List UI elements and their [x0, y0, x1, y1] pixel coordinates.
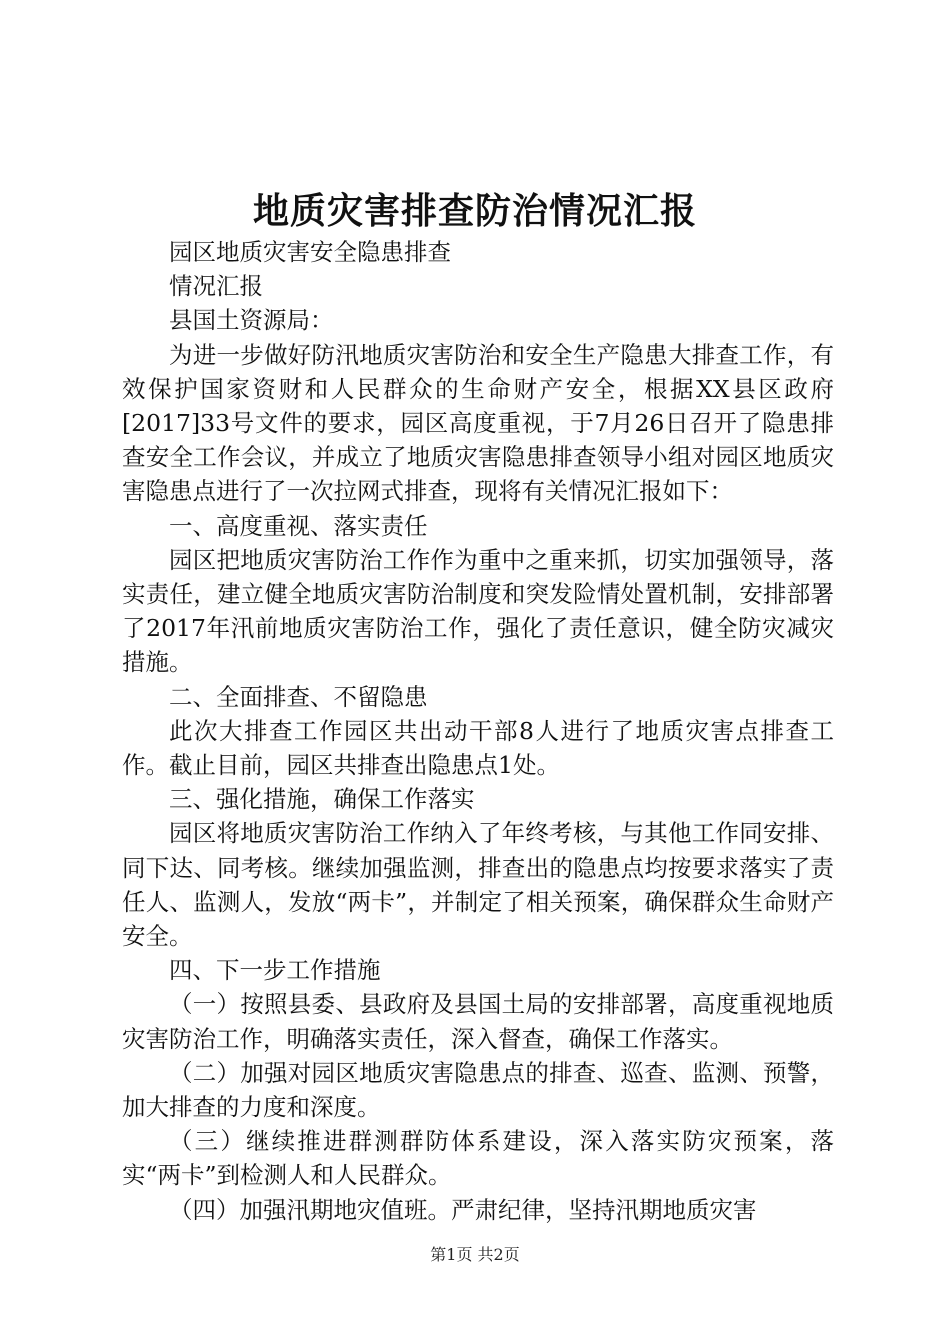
page-footer: 第1页 共2页	[430, 1245, 520, 1264]
section-heading-1: 一、高度重视、落实责任	[169, 511, 428, 540]
document-body	[122, 235, 834, 1227]
paragraph-addressee: 县国土资源局：	[169, 306, 334, 335]
paragraph-section-1: 园区把地质灾害防治工作作为重中之重来抓，切实加强领导，落实责任，建立健全地质灾害防治制度和突发险情处置机制，安排部署了2017年汛前地质灾害防治工作，强化了责任意识，健全防灾减灾措施。	[122, 545, 834, 677]
paragraph-section-3: 园区将地质灾害防治工作纳入了年终考核，与其他工作同安排、同下达、同考核。继续加强监测，排查出的隐患点均按要求落实了责任人、监测人，发放“两卡”，并制定了相关预案，确保群众生命财产安全。	[122, 819, 834, 951]
section-heading-2: 二、全面排查、不留隐患	[169, 682, 428, 711]
section-heading-3: 三、强化措施，确保工作落实	[169, 785, 475, 814]
paragraph-subtitle-2: 情况汇报	[169, 272, 263, 301]
paragraph-section-2: 此次大排查工作园区共出动干部8人进行了地质灾害点排查工作。截止目前，园区共排查出隐患点1处。	[122, 716, 834, 780]
paragraph-intro: 为进一步做好防汛地质灾害防治和安全生产隐患大排查工作，有效保护国家资财和人民群众的生命财产安全，根据XX县区政府[2017]33号文件的要求，园区高度重视，于7月26日召开了隐患排查安全工作会议，并成立了地质灾害隐患排查领导小组对园区地质灾害隐患点进行了一次拉网式排查，现将有关情况汇报如下：	[122, 340, 834, 506]
paragraph-measure-4: （四）加强汛期地灾值班。严肃纪律，坚持汛期地质灾害	[169, 1195, 757, 1224]
paragraph-measure-1: （一）按照县委、县政府及县国土局的安排部署，高度重视地质灾害防治工作，明确落实责任，深入督查，确保工作落实。	[122, 990, 834, 1053]
document-title: 地质灾害排查防治情况汇报	[252, 190, 697, 232]
section-heading-4: 四、下一步工作措施	[169, 956, 381, 985]
paragraph-subtitle-1: 园区地质灾害安全隐患排查	[169, 238, 451, 266]
paragraph-measure-3: （三）继续推进群测群防体系建设，深入落实防灾预案，落实“两卡”到检测人和人民群众。	[122, 1127, 834, 1190]
paragraph-measure-2: （二）加强对园区地质灾害隐患点的排查、巡查、监测、预警，加大排查的力度和深度。	[122, 1058, 834, 1122]
